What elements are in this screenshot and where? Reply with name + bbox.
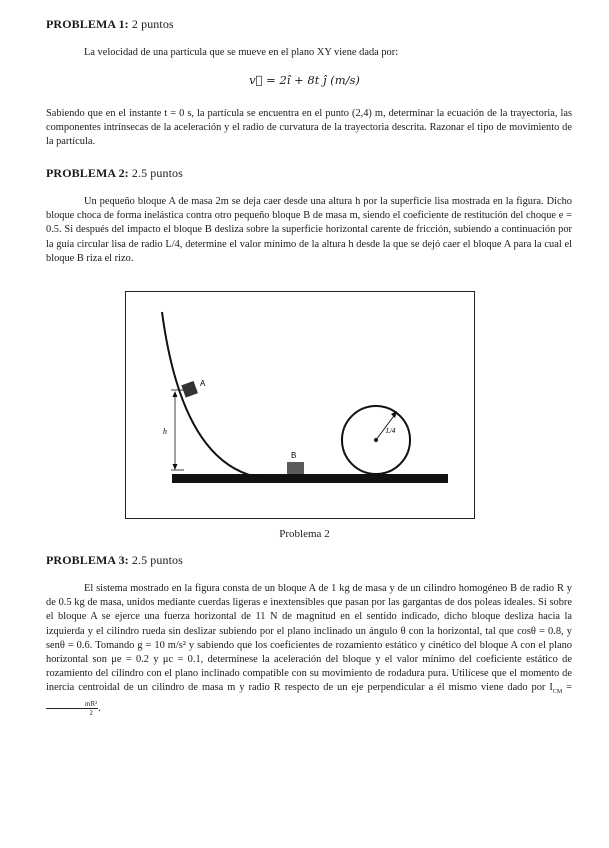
problem-3-text: El sistema mostrado en la figura consta de un bloque A de 1 kg de masa y de un cilindro homogéneo B de radio R y de 0.5 kg de masa, unidos mediante cuerdas ligeras e inextensibles que pasan por las gargantas de dos poleas ideales. Si sobre el bloque A se ejerce una fuerza horizontal de 11 N de magnitud en el sentido indicado, dicho bloque desliza hacia la izquierda y el cilindro rueda sin deslizar subiendo por el plano inclinado un ángulo θ con la horizontal, tal que cosθ = 0.8, y senθ = 0.6. Tomando g = 10 m/s² y sabiendo que los coeficientes de rozamiento estático y cinético del bloque A con el plano horizontal son μe = 0.2 y μc = 0.1, determínese la aceleración del bloque y el valor mínimo del coeficiente estático de rozamiento del cilindro con el plano inclinado compatible con su movimiento de rodadura pura. Utilícese que el momento de inercia centroidal de un cilindro de masa m y radio R respecto de un eje perpendicular a él mismo viene dado por I — [46, 583, 572, 694]
height-arrow-down — [173, 464, 178, 470]
problem-1-equation: v⃗ = 2î + 8t ĵ (m/s) — [249, 73, 360, 87]
problem-3-end: . — [98, 702, 101, 714]
problem-2-points: 2.5 puntos — [131, 166, 183, 180]
ground-surface — [172, 474, 448, 483]
height-arrow-up — [173, 391, 178, 397]
problem-3-heading — [46, 553, 183, 568]
icm-equals: = — [562, 682, 573, 694]
problem-2-title: PROBLEMA 2: — [46, 166, 129, 180]
height-label: h — [163, 427, 167, 436]
problem-1-body: Sabiendo que en el instante t = 0 s, la partícula se encuentra en el punto (2,4) m, determinar la ecuación de la trayectoria, las componentes intrínsecas de la aceleración y el radio de curvatura de la trayectoria descrita. Razonar el tipo de movimiento de la partícula. — [46, 108, 572, 148]
block-b — [287, 462, 304, 474]
fraction-denominator: 2 — [89, 708, 93, 717]
figure-caption: Problema 2 — [279, 528, 330, 540]
block-a — [181, 381, 198, 398]
problem-1-title: PROBLEMA 1: — [46, 17, 129, 31]
fraction-numerator: mR² — [46, 700, 98, 709]
problem-1-intro: La velocidad de una partícula que se mueve en el plano XY viene dada por: — [84, 47, 399, 58]
problem-2-body: Un pequeño bloque A de masa 2m se deja caer desde una altura h por la superficie lisa mostrada en la figura. Dicho bloque choca de forma inelástica contra otro pequeño bloque B de masa m, siendo el coeficiente de restitución del choque e = 0.5. Si después del impacto el bloque B desliza sobre la superficie horizontal carente de fricción, subiendo a continuación por la guía circular lisa de radio L/4, determine el valor mínimo de la altura h desde la que se dejó caer el bloque A para la cual el bloque B riza el rizo. — [46, 196, 572, 264]
curved-ramp — [162, 312, 291, 479]
problem-3-title: PROBLEMA 3: — [46, 553, 129, 567]
problem-2-figure — [125, 291, 475, 519]
problem-3-points: 2.5 puntos — [131, 553, 183, 567]
block-b-label: B — [291, 451, 297, 460]
problem-3-body — [46, 582, 572, 717]
block-a-label: A — [200, 379, 206, 388]
problem-2-heading — [46, 166, 183, 181]
icm-subscript: CM — [552, 689, 563, 696]
inertia-fraction — [46, 700, 98, 717]
problem-2-diagram — [126, 292, 476, 520]
radius-label: L/4 — [386, 427, 396, 435]
problem-1-heading — [46, 17, 174, 32]
problem-1-points: 2 puntos — [131, 17, 174, 31]
